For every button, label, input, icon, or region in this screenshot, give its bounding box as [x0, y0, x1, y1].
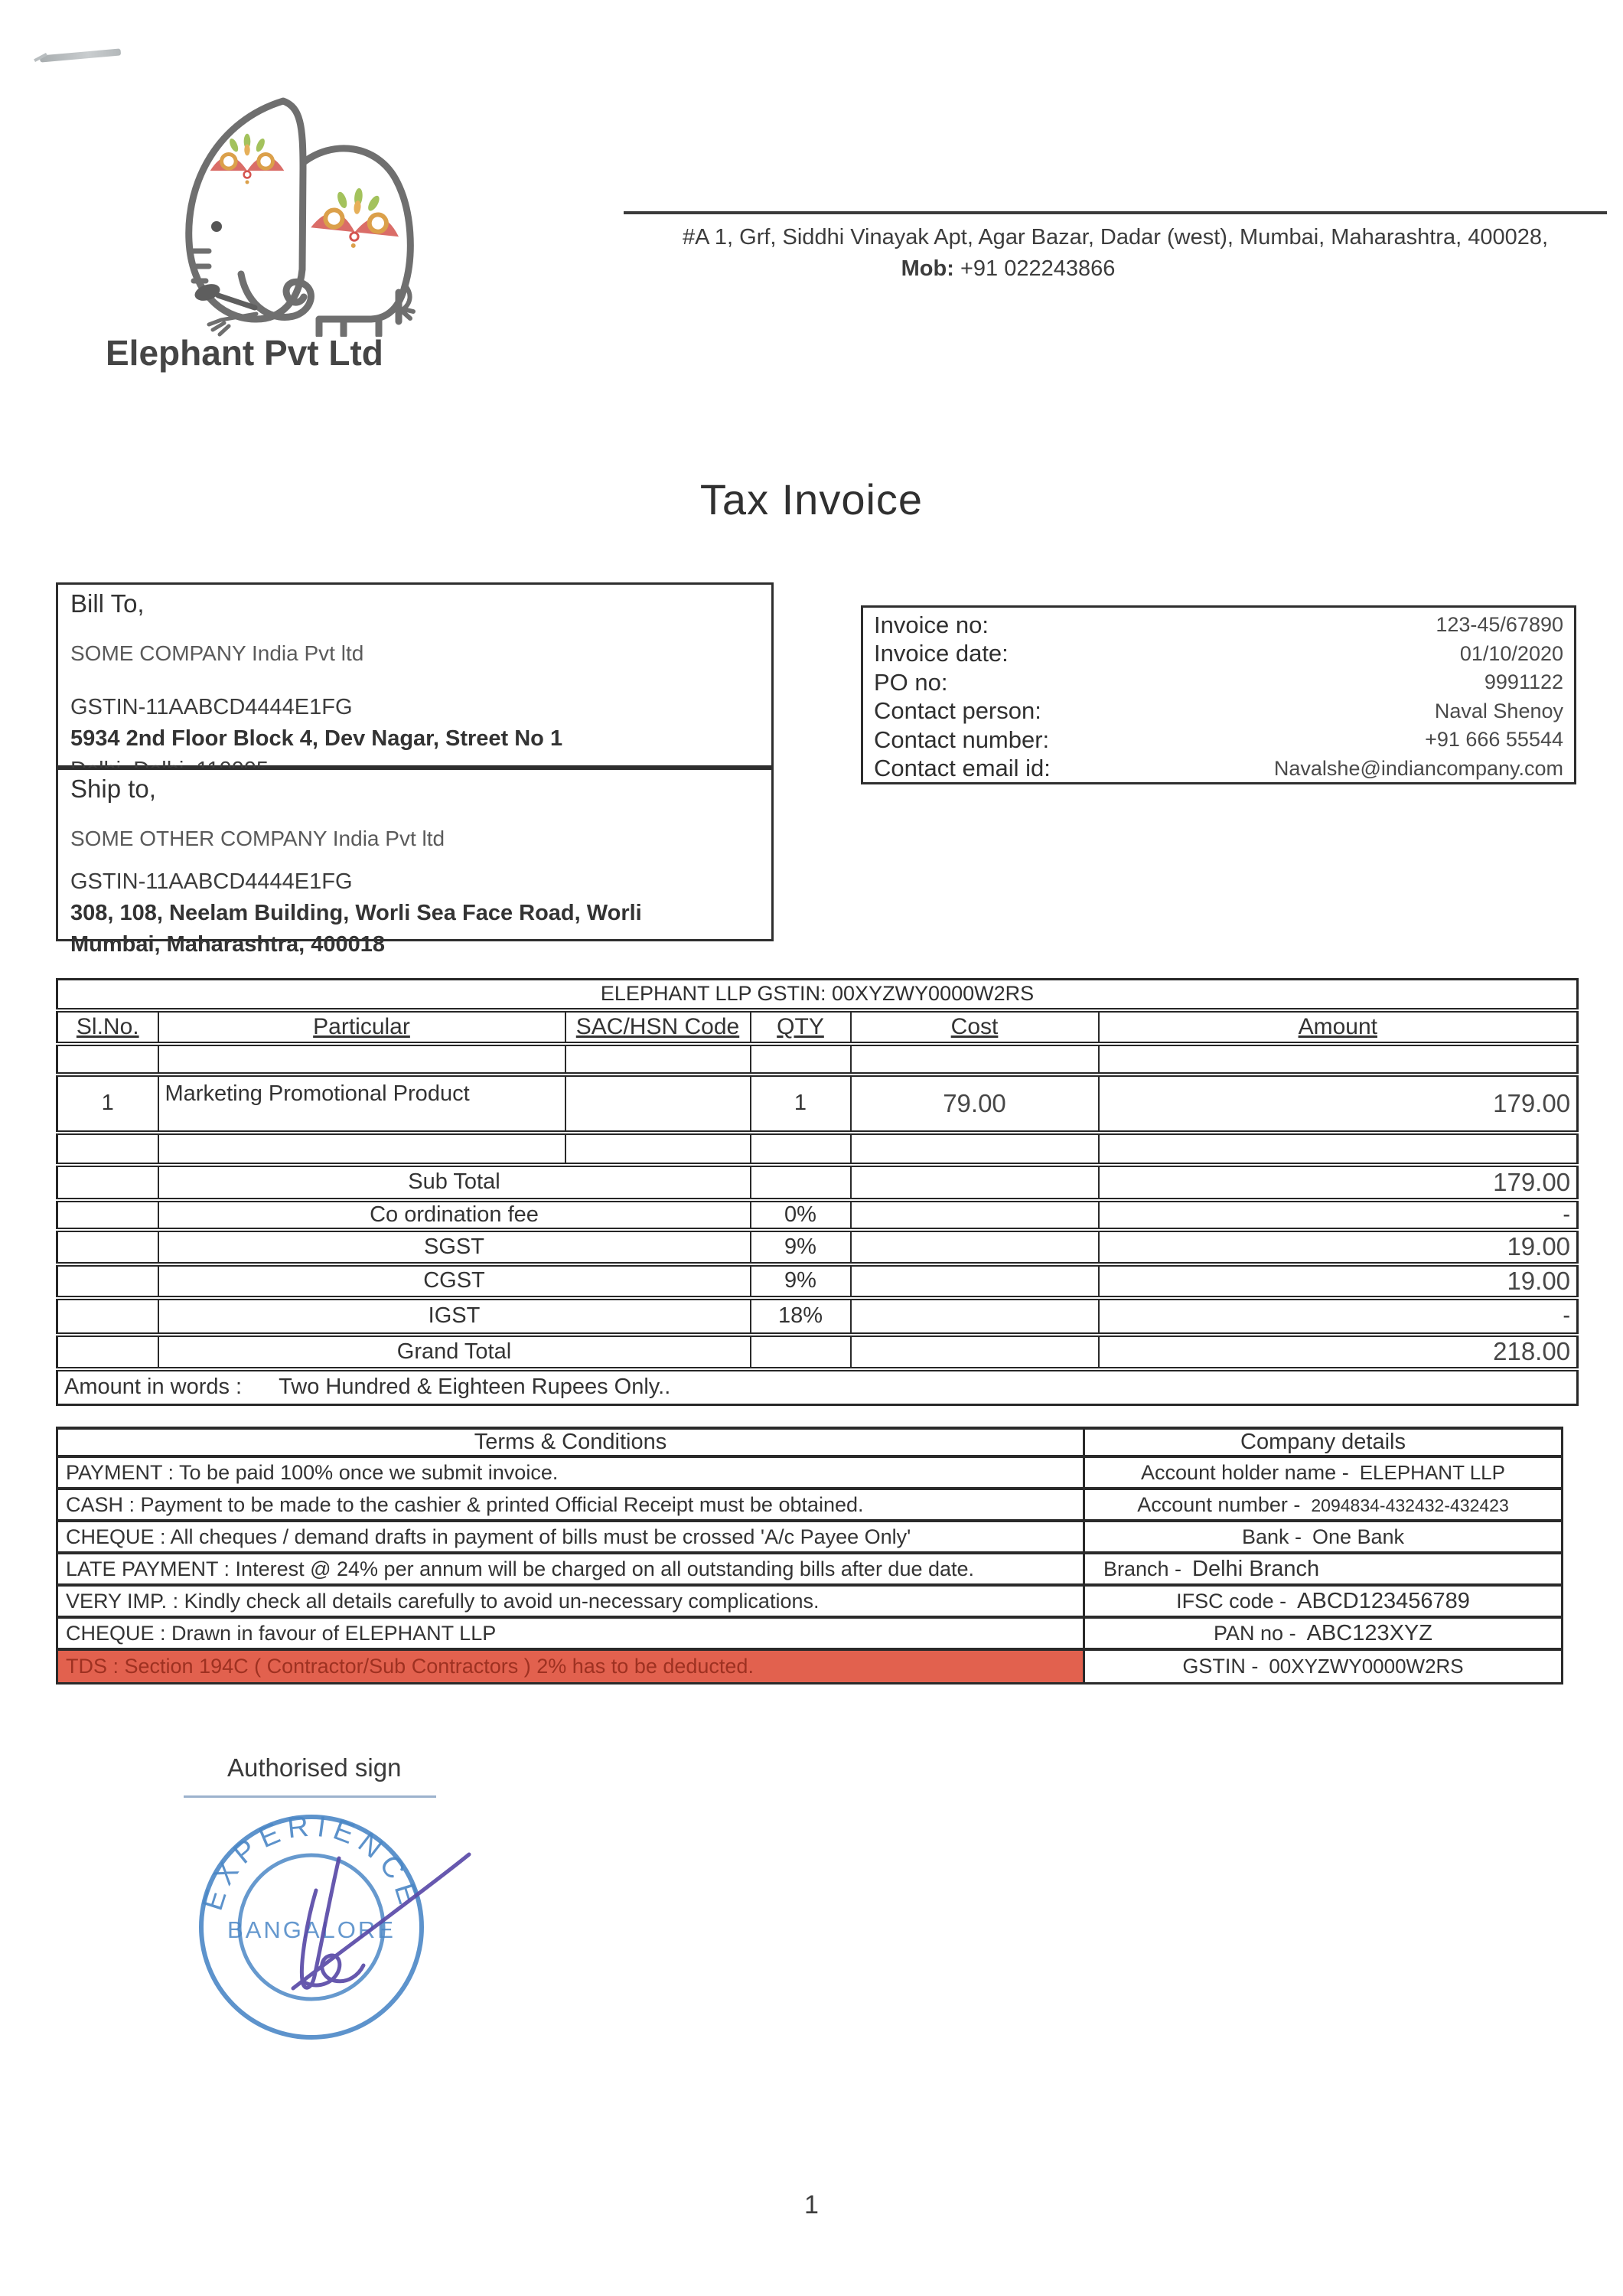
bill-to-gstin: GSTIN-11AABCD4444E1FG: [70, 695, 353, 719]
seller-gstin-banner-row: [57, 980, 1578, 1010]
coordination-fee-label: Co ordination fee: [158, 1200, 751, 1230]
empty-cell: [57, 1133, 158, 1165]
item-particular: Marketing Promotional Product: [158, 1075, 565, 1133]
signature-underline: [184, 1795, 436, 1798]
ship-to-address-line1: 308, 108, Neelam Building, Worli Sea Face Road, Worli: [70, 901, 642, 925]
document-title: Tax Invoice: [699, 475, 924, 523]
coordination-fee-amount: -: [1099, 1200, 1578, 1230]
contact-number-value: +91 666 55544: [1425, 728, 1563, 752]
invoice-number-label: Invoice no:: [874, 611, 989, 638]
ifsc-cell: [1084, 1585, 1563, 1617]
gstin-label: GSTIN -: [1182, 1654, 1259, 1678]
branch-value: Delhi Branch: [1192, 1556, 1320, 1581]
coordination-fee-row: [57, 1200, 1578, 1230]
authorised-sign-label: Authorised sign: [227, 1753, 402, 1782]
bank-cell: [1084, 1521, 1563, 1553]
mobile-label: Mob:: [901, 256, 954, 281]
po-number-row: [874, 668, 1563, 697]
account-holder-value: ELEPHANT LLP: [1359, 1460, 1505, 1484]
items-header-row: [57, 1010, 1578, 1044]
cgst-row: [57, 1264, 1578, 1298]
coordination-fee-rate: 0%: [751, 1200, 851, 1230]
page-number: 1: [804, 2190, 819, 2219]
sgst-row: [57, 1230, 1578, 1264]
empty-cell: [1099, 1133, 1578, 1165]
empty-cell: [751, 1044, 851, 1075]
terms-row-payment: [57, 1456, 1563, 1489]
empty-cell: [158, 1133, 565, 1165]
ifsc-value: ABCD123456789: [1297, 1588, 1470, 1613]
item-row: [57, 1075, 1578, 1133]
scan-artifact-streak: [40, 48, 121, 62]
empty-row: [57, 1133, 1578, 1165]
bill-to-address-line1: 5934 2nd Floor Block 4, Dev Nagar, Street No 1: [70, 726, 563, 751]
contact-email-label: Contact email id:: [874, 755, 1051, 782]
cgst-label: CGST: [158, 1264, 751, 1298]
contact-person-label: Contact person:: [874, 697, 1041, 725]
igst-row: [57, 1298, 1578, 1335]
sgst-label: SGST: [158, 1230, 751, 1264]
empty-cell: [851, 1133, 1099, 1165]
empty-cell: [57, 1264, 158, 1298]
branch-label: Branch -: [1103, 1557, 1182, 1580]
terms-row-cheque-favour: [57, 1617, 1563, 1649]
col-header-slno: Sl.No.: [57, 1010, 158, 1044]
stamp-center-text: BANGALORE: [227, 1916, 396, 1943]
contact-number-row: [874, 726, 1563, 755]
empty-cell: [57, 1044, 158, 1075]
sgst-amount: 19.00: [1099, 1230, 1578, 1264]
subtotal-row: [57, 1165, 1578, 1200]
header-divider: [624, 211, 1607, 214]
header-address-block: [624, 211, 1607, 282]
company-name: Elephant Pvt Ltd: [106, 333, 383, 373]
empty-cell: [57, 1165, 158, 1200]
empty-cell: [57, 1298, 158, 1335]
experience-bangalore-stamp: [180, 1799, 562, 2105]
terms-row-late-payment: [57, 1553, 1563, 1585]
company-address: #A 1, Grf, Siddhi Vinayak Apt, Agar Bazar, Dadar (west), Mumbai, Maharashtra, 400028,: [682, 225, 1549, 249]
cgst-rate: 9%: [751, 1264, 851, 1298]
stamp-top-text: EXPERIENCE: [196, 1809, 427, 1915]
empty-cell: [57, 1335, 158, 1369]
empty-cell: [751, 1133, 851, 1165]
terms-heading: Terms & Conditions: [57, 1428, 1084, 1456]
grand-total-rate: [751, 1335, 851, 1369]
terms-header-row: [57, 1428, 1563, 1456]
subtotal-amount: 179.00: [1099, 1165, 1578, 1200]
invoice-date-label: Invoice date:: [874, 640, 1009, 667]
bill-to-heading: Bill To,: [70, 589, 145, 618]
terms-company-table: [56, 1427, 1563, 1684]
account-number-value: 2094834-432432-432423: [1311, 1495, 1509, 1515]
terms-row-cash: [57, 1489, 1563, 1521]
invoice-number-row: [874, 611, 1563, 640]
terms-row-tds: [57, 1649, 1563, 1683]
igst-rate: 18%: [751, 1298, 851, 1335]
elephant-logo-icon: [126, 92, 432, 337]
empty-cell: [158, 1044, 565, 1075]
company-details-heading: Company details: [1084, 1428, 1563, 1456]
term-tds-highlighted: TDS : Section 194C ( Contractor/Sub Contractors ) 2% has to be deducted.: [57, 1649, 1084, 1683]
bank-label: Bank -: [1241, 1525, 1302, 1548]
empty-cell: [851, 1200, 1099, 1230]
gstin-cell: [1084, 1649, 1563, 1683]
svg-text:EXPERIENCE: [197, 1810, 426, 1914]
branch-cell: [1084, 1553, 1563, 1585]
account-holder-label: Account holder name -: [1141, 1460, 1349, 1484]
pan-value: ABC123XYZ: [1306, 1620, 1432, 1645]
invoice-date-row: [874, 640, 1563, 669]
col-header-cost: Cost: [851, 1010, 1099, 1044]
account-number-cell: [1084, 1489, 1563, 1521]
ship-to-address-line2: Mumbai, Maharashtra, 400018: [70, 932, 386, 957]
term-payment: PAYMENT : To be paid 100% once we submit invoice.: [57, 1456, 1084, 1489]
items-table: [56, 978, 1579, 1406]
po-number-label: PO no:: [874, 668, 948, 696]
igst-label: IGST: [158, 1298, 751, 1335]
term-cheque-crossed: CHEQUE : All cheques / demand drafts in payment of bills must be crossed 'A/c Payee Only': [57, 1521, 1084, 1553]
po-number-value: 9991122: [1484, 670, 1563, 694]
empty-cell: [57, 1200, 158, 1230]
empty-cell: [1099, 1044, 1578, 1075]
item-qty: 1: [751, 1075, 851, 1133]
empty-cell: [565, 1133, 751, 1165]
invoice-date-value: 01/10/2020: [1459, 641, 1563, 665]
seller-gstin-banner: ELEPHANT LLP GSTIN: 00XYZWY0000W2RS: [57, 980, 1578, 1010]
item-cost: 79.00: [851, 1075, 1099, 1133]
bill-to-company: SOME COMPANY India Pvt ltd: [70, 641, 364, 665]
grand-total-label: Grand Total: [158, 1335, 751, 1369]
bank-value: One Bank: [1312, 1525, 1405, 1548]
empty-cell: [565, 1044, 751, 1075]
ship-to-company: SOME OTHER COMPANY India Pvt ltd: [70, 827, 445, 850]
item-amount: 179.00: [1099, 1075, 1578, 1133]
account-number-label: Account number -: [1137, 1492, 1301, 1516]
empty-cell: [57, 1230, 158, 1264]
amount-in-words-row: [57, 1369, 1578, 1405]
contact-person-value: Naval Shenoy: [1434, 699, 1563, 722]
pan-cell: [1084, 1617, 1563, 1649]
subtotal-rate: [751, 1165, 851, 1200]
term-cheque-favour: CHEQUE : Drawn in favour of ELEPHANT LLP: [57, 1617, 1084, 1649]
term-late-payment: LATE PAYMENT : Interest @ 24% per annum will be charged on all outstanding bills after due date.: [57, 1553, 1084, 1585]
terms-row-very-imp: [57, 1585, 1563, 1617]
invoice-details-box: [861, 605, 1576, 784]
col-header-sac-hsn: SAC/HSN Code: [565, 1010, 751, 1044]
ship-to-box: [56, 768, 774, 957]
grand-total-amount: 218.00: [1099, 1335, 1578, 1369]
company-phone: [624, 256, 1607, 282]
empty-cell: [851, 1335, 1099, 1369]
item-slno: 1: [57, 1075, 158, 1133]
col-header-particular: Particular: [158, 1010, 565, 1044]
ifsc-label: IFSC code -: [1176, 1589, 1287, 1613]
sgst-rate: 9%: [751, 1230, 851, 1264]
gstin-value: 00XYZWY0000W2RS: [1269, 1654, 1464, 1678]
pan-label: PAN no -: [1214, 1621, 1296, 1645]
amount-in-words-label: Amount in words :: [64, 1375, 243, 1400]
empty-cell: [851, 1044, 1099, 1075]
col-header-amount: Amount: [1099, 1010, 1578, 1044]
contact-email-row: [874, 755, 1563, 784]
empty-cell: [851, 1165, 1099, 1200]
bill-to-box: [56, 582, 774, 768]
ship-to-heading: Ship to,: [70, 775, 156, 803]
mobile-value: +91 022243866: [960, 256, 1116, 281]
contact-person-row: [874, 697, 1563, 726]
amount-in-words-value: Two Hundred & Eighteen Rupees Only..: [279, 1375, 671, 1400]
invoice-number-value: 123-45/67890: [1436, 613, 1563, 637]
contact-number-label: Contact number:: [874, 726, 1050, 753]
ship-to-gstin: GSTIN-11AABCD4444E1FG: [70, 869, 353, 894]
cgst-amount: 19.00: [1099, 1264, 1578, 1298]
item-sac-hsn: [565, 1075, 751, 1133]
igst-amount: -: [1099, 1298, 1578, 1335]
contact-email-value: Navalshe@indiancompany.com: [1273, 756, 1563, 780]
term-cash: CASH : Payment to be made to the cashier & printed Official Receipt must be obtained.: [57, 1489, 1084, 1521]
grand-total-row: [57, 1335, 1578, 1369]
empty-cell: [851, 1298, 1099, 1335]
account-holder-cell: [1084, 1456, 1563, 1489]
subtotal-label: Sub Total: [158, 1165, 751, 1200]
empty-cell: [851, 1264, 1099, 1298]
terms-row-cheque-crossed: [57, 1521, 1563, 1553]
empty-row: [57, 1044, 1578, 1075]
term-very-imp: VERY IMP. : Kindly check all details carefully to avoid un-necessary complications.: [57, 1585, 1084, 1617]
amount-in-words-cell: [57, 1369, 1578, 1405]
col-header-qty: QTY: [751, 1010, 851, 1044]
empty-cell: [851, 1230, 1099, 1264]
